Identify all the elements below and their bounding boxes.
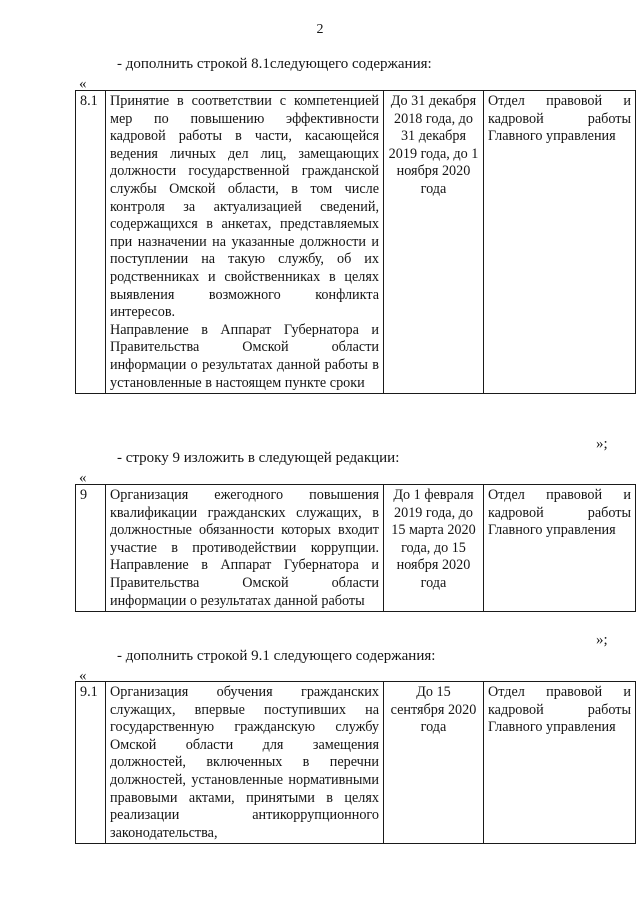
measure-description xyxy=(106,485,384,612)
measure-description xyxy=(106,91,384,394)
table-row-9 xyxy=(75,484,636,612)
deadline: До 31 декабря 2018 года, до 31 декабря 2019 года, до 1 ноября 2020 года xyxy=(384,91,484,394)
measure-paragraph: Организация ежегодного повышения квалификации гражданских служащих, в должностные обязанности которых входит участие в противодействии коррупции. Направление в Аппарат Губернатора и Правительства Омской области информации о результатах данной работы xyxy=(110,487,379,609)
deadline: До 1 февраля 2019 года, до 15 марта 2020 года, до 15 ноября 2020 года xyxy=(384,485,484,612)
instruction-replace-row-9: - строку 9 изложить в следующей редакции: xyxy=(117,450,400,466)
row-number: 8.1 xyxy=(76,91,106,394)
page-number: 2 xyxy=(316,22,324,37)
measure-paragraph: Направление в Аппарат Губернатора и Правительства Омской области информации о результатах данной работы в установленные в настоящем пункте сроки xyxy=(110,321,379,391)
row-number: 9.1 xyxy=(76,682,106,844)
table-row xyxy=(76,682,636,844)
closing-quote: »; xyxy=(596,632,608,648)
instruction-add-row-9-1: - дополнить строкой 9.1 следующего содержания: xyxy=(117,648,436,664)
closing-quote: »; xyxy=(596,436,608,452)
table-row-9-1 xyxy=(75,681,636,844)
responsible-unit: Отдел правовой и кадровой работы Главного управления xyxy=(484,682,636,844)
table-row-8-1 xyxy=(75,90,636,394)
opening-quote: « xyxy=(79,668,87,684)
opening-quote: « xyxy=(79,76,87,92)
table-row xyxy=(76,485,636,612)
responsible-unit: Отдел правовой и кадровой работы Главного управления xyxy=(484,485,636,612)
instruction-add-row-8-1: - дополнить строкой 8.1следующего содержания: xyxy=(117,56,432,72)
measure-paragraph: Принятие в соответствии с компетенцией мер по повышению эффективности кадровой работы в части, касающейся ведения личных дел лиц, замещающих должности государственной гражданской службы Омской области, в том числе контроля за актуализацией сведений, содержащихся в анкетах, представляемых при назначении на указанные должности и поступлении на такую службу, об их родственниках и свойственниках в целях выявления возможного конфликта интересов. xyxy=(110,93,379,321)
measure-paragraph: Организация обучения гражданских служащих, впервые поступивших на государственную гражданскую службу Омской области для замещения должностей, включенных в перечни должностей, установленные нормативными правовыми актами, принятыми в целях реализации антикоррупционного законодательства, xyxy=(110,684,379,841)
deadline: До 15 сентября 2020 года xyxy=(384,682,484,844)
opening-quote: « xyxy=(79,470,87,486)
measure-description xyxy=(106,682,384,844)
table-row xyxy=(76,91,636,394)
row-number: 9 xyxy=(76,485,106,612)
responsible-unit: Отдел правовой и кадровой работы Главного управления xyxy=(484,91,636,394)
